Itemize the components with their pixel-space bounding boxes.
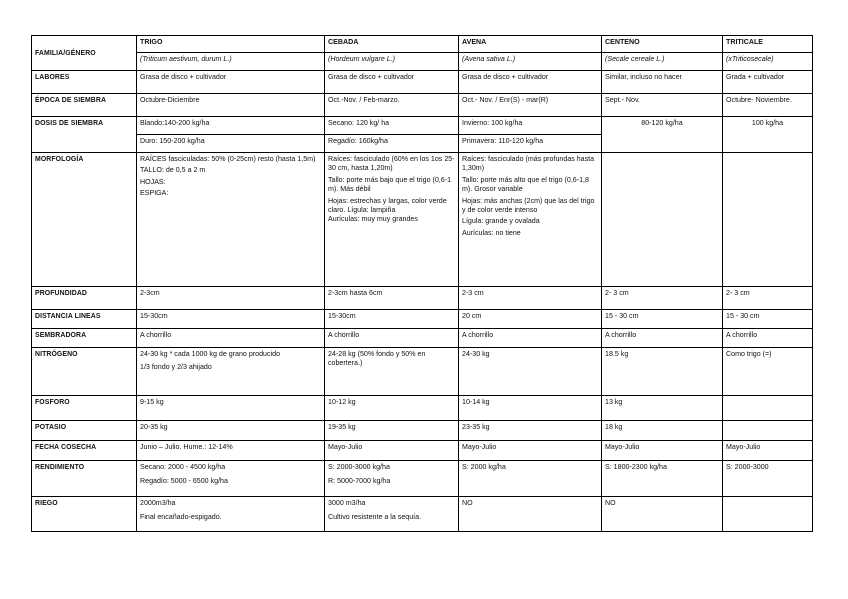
row-label: POTASIO: [32, 421, 137, 441]
row-label: DISTANCIA LINEAS: [32, 310, 137, 329]
header-crop-triticale: TRITICALE: [723, 36, 813, 53]
table-cell: A chorrillo: [723, 329, 813, 348]
cell-line: Aurículas: muy muy grandes: [328, 215, 418, 224]
table-cell: [325, 153, 459, 287]
table-cell: Grasa de disco + cultivador: [459, 71, 602, 94]
table-cell: 15 - 30 cm: [602, 310, 723, 329]
row-rendimiento: [32, 461, 813, 497]
cell-line: 1/3 fondo y 2/3 ahijado: [140, 363, 212, 372]
table-cell: 19-35 kg: [325, 421, 459, 441]
table-cell: [137, 153, 325, 287]
cell-line: 24-30 kg * cada 1000 kg de grano producido: [140, 350, 281, 358]
table-cell: Similar, incluso no hacer: [602, 71, 723, 94]
row-dosis-siembra: [32, 117, 813, 135]
table-cell: 23-35 kg: [459, 421, 602, 441]
table-cell: Regadío: 160kg/ha: [325, 135, 459, 153]
cell-line: 3000 m3/ha: [328, 499, 366, 507]
row-potasio: [32, 421, 813, 441]
cell-line: Cultivo resistente a la sequía.: [328, 513, 422, 522]
cell-line: Aurículas: no tiene: [462, 228, 521, 237]
table-cell: 10-14 kg: [459, 396, 602, 421]
table-cell: NO: [602, 497, 723, 532]
table-cell: Invierno: 100 kg/ha: [459, 117, 602, 135]
latin-name-centeno: (Secale cereale L.): [602, 53, 723, 71]
table-cell: [459, 153, 602, 287]
table-cell: Mayo-Julio: [325, 441, 459, 461]
row-distancia-lineas: [32, 310, 813, 329]
row-morfologia: [32, 153, 813, 287]
row-label: FECHA COSECHA: [32, 441, 137, 461]
table-cell: 2- 3 cm: [723, 287, 813, 310]
row-label: PROFUNDIDAD: [32, 287, 137, 310]
table-cell: 24-30 kg: [459, 348, 602, 396]
cell-line: Final encañado-espigado.: [140, 513, 222, 522]
row-label: RIEGO: [32, 497, 137, 532]
cell-line: RAÍCES fasciculadas: 50% (0-25cm) resto (hasta 1,5m): [140, 155, 316, 163]
cell-line: Raíces: fasciculado (más profundas hasta 1,30m): [462, 155, 595, 173]
row-label: DOSIS DE SIEMBRA: [32, 117, 137, 153]
table-cell: 15 - 30 cm: [723, 310, 813, 329]
table-cell: Mayo-Julio: [602, 441, 723, 461]
cell-line: ESPIGA:: [140, 189, 169, 198]
cell-line: 2000m3/ha: [140, 499, 176, 507]
table-cell: NO: [459, 497, 602, 532]
table-cell: [137, 461, 325, 497]
row-label: MORFOLOGÍA: [32, 153, 137, 287]
table-cell: [723, 396, 813, 421]
table-cell: [325, 497, 459, 532]
table-cell: 2-3cm: [137, 287, 325, 310]
table-cell: Secano: 120 kg/ ha: [325, 117, 459, 135]
table-cell: Grasa de disco + cultivador: [137, 71, 325, 94]
table-cell: 100 kg/ha: [723, 117, 813, 153]
cell-line: Hojas: más anchas (2cm) que las del trigo y de color verde intenso: [462, 196, 595, 215]
table-cell: A chorrillo: [459, 329, 602, 348]
row-label: FOSFORO: [32, 396, 137, 421]
row-labores: [32, 71, 813, 94]
table-cell: A chorrillo: [602, 329, 723, 348]
latin-name-cebada: (Hordeum vulgare L.): [325, 53, 459, 71]
table-cell: 20-35 kg: [137, 421, 325, 441]
cell-line: TALLO: de 0,5 a 2 m: [140, 166, 206, 175]
table-cell: Grada + cultivador: [723, 71, 813, 94]
header-corner-cell: FAMILIA/GÉNERO: [32, 36, 137, 71]
table-cell: Oct.- Nov. / Enr(S) - mar(R): [459, 94, 602, 117]
row-epoca-siembra: [32, 94, 813, 117]
table-cell: Oct.-Nov. / Feb-marzo.: [325, 94, 459, 117]
table-cell: 15-30cm: [137, 310, 325, 329]
latin-name-avena: (Avena sativa L.): [459, 53, 602, 71]
table-cell: [137, 497, 325, 532]
row-label: SEMBRADORA: [32, 329, 137, 348]
table-cell: [137, 348, 325, 396]
table-cell: Sept.- Nov.: [602, 94, 723, 117]
table-cell: S: 2000 kg/ha: [459, 461, 602, 497]
table-cell: S: 2000-3000: [723, 461, 813, 497]
table-cell: 80-120 kg/ha: [602, 117, 723, 153]
table-cell: A chorrillo: [137, 329, 325, 348]
header-latin-row: [32, 53, 813, 71]
table-cell: 9-15 kg: [137, 396, 325, 421]
row-sembradora: [32, 329, 813, 348]
header-crop-trigo: TRIGO: [137, 36, 325, 53]
table-cell: Octubre- Noviembre.: [723, 94, 813, 117]
table-cell: 24-28 kg (50% fondo y 50% en cobertera.): [325, 348, 459, 396]
cell-line: Regadío: 5000 - 6500 kg/ha: [140, 477, 228, 486]
table-cell: 10-12 kg: [325, 396, 459, 421]
table-cell: Grasa de disco + cultivador: [325, 71, 459, 94]
latin-name-triticale: (xTriticosecale): [723, 53, 813, 71]
table-cell: 18.5 kg: [602, 348, 723, 396]
table-cell: [723, 153, 813, 287]
table-cell: Primavera: 110-120 kg/ha: [459, 135, 602, 153]
cell-line: Tallo: porte más alto que el trigo (0,6-1,8 m). Grosor variable: [462, 175, 589, 194]
cell-line: Hojas: estrechas y largas, color verde claro. Lígula: lampiña: [328, 196, 447, 215]
table-cell: [602, 153, 723, 287]
row-label: RENDIMIENTO: [32, 461, 137, 497]
cell-line: Lígula: grande y ovalada: [462, 217, 540, 226]
table-cell: S: 1800-2300 kg/ha: [602, 461, 723, 497]
header-crop-avena: AVENA: [459, 36, 602, 53]
row-fecha-cosecha: [32, 441, 813, 461]
table-cell: Mayo-Julio: [459, 441, 602, 461]
table-cell: 15-30cm: [325, 310, 459, 329]
table-cell: 2- 3 cm: [602, 287, 723, 310]
table-cell: 20 cm: [459, 310, 602, 329]
table-cell: 2-3cm hasta 6cm: [325, 287, 459, 310]
cell-line: Secano: 2000 - 4500 kg/ha: [140, 463, 226, 471]
cell-line: S: 2000-3000 kg/ha: [328, 463, 390, 471]
row-profundidad: [32, 287, 813, 310]
cell-line: Tallo: porte más bajo que el trigo (0,6-1 m). Más débil: [328, 175, 452, 194]
header-crop-centeno: CENTENO: [602, 36, 723, 53]
cell-line: Raíces: fasciculado (60% en los 1os 25-30 cm, hasta 1,20m): [328, 155, 455, 173]
table-cell: Octubre-Diciembre: [137, 94, 325, 117]
table-cell: Como trigo (=): [723, 348, 813, 396]
table-cell: Mayo-Julio: [723, 441, 813, 461]
row-label: LABORES: [32, 71, 137, 94]
latin-name-trigo: (Triticum aestivum, durum L.): [137, 53, 325, 71]
table-cell: 18 kg: [602, 421, 723, 441]
table-cell: 2-3 cm: [459, 287, 602, 310]
row-fosforo: [32, 396, 813, 421]
table-cell: Junio – Julio. Hume.: 12-14%: [137, 441, 325, 461]
row-riego: [32, 497, 813, 532]
cell-line: HOJAS:: [140, 177, 166, 186]
header-row: [32, 36, 813, 53]
table-cell: [325, 461, 459, 497]
table-cell: 13 kg: [602, 396, 723, 421]
table-cell: [723, 497, 813, 532]
table-cell: [723, 421, 813, 441]
cereal-crops-table: [31, 35, 813, 532]
row-label: ÉPOCA DE SIEMBRA: [32, 94, 137, 117]
row-nitrogeno: [32, 348, 813, 396]
header-crop-cebada: CEBADA: [325, 36, 459, 53]
row-label: NITRÓGENO: [32, 348, 137, 396]
cell-line: R: 5000-7000 kg/ha: [328, 477, 391, 486]
table-cell: Duro: 150-200 kg/ha: [137, 135, 325, 153]
table-cell: A chorrillo: [325, 329, 459, 348]
table-cell: Blando:140-200 kg/ha: [137, 117, 325, 135]
